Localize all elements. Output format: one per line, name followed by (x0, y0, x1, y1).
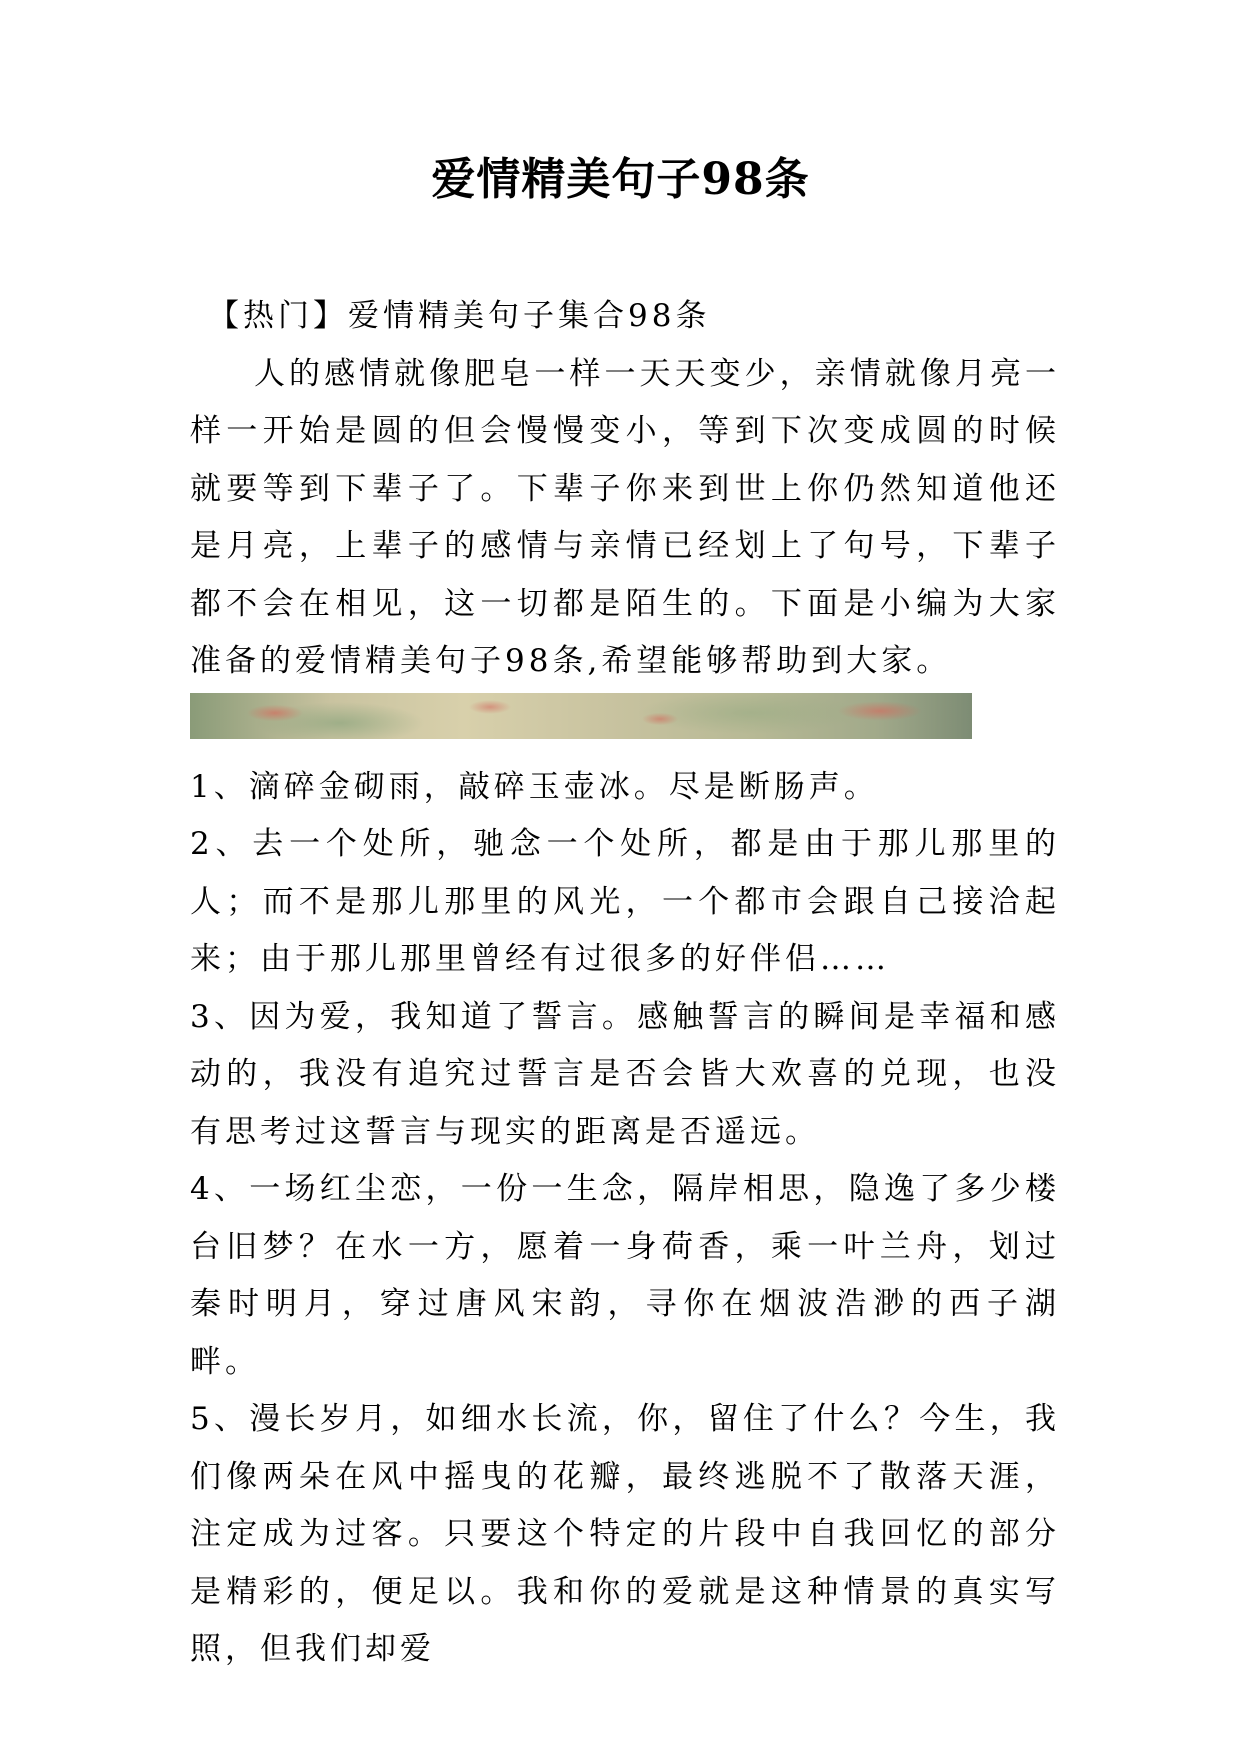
list-item: 4、一场红尘恋，一份一生念，隔岸相思，隐逸了多少楼台旧梦？在水一方，愿着一身荷香，乘一叶兰舟，划过秦时明月，穿过唐风宋韵，寻你在烟波浩渺的西子湖畔。 (190, 1171, 1060, 1380)
list-item: 5、漫长岁月，如细水长流，你，留住了什么？今生，我们像两朵在风中摇曳的花瓣，最终逃脱不了散落天涯，注定成为过客。只要这个特定的片段中自我回忆的部分是精彩的，便足以。我和你的爱就是这种情景的真实写照，但我们却爱 (190, 1401, 1060, 1667)
list-item: 2、去一个处所，驰念一个处所，都是由于那儿那里的人；而不是那儿那里的风光，一个都市会跟自己接洽起来；由于那儿那里曾经有过很多的好伴侣…… (190, 826, 1060, 977)
document-title: 爱情精美句子98条 (431, 154, 810, 205)
document-subtitle: 【热门】爱情精美句子集合98条 (208, 298, 711, 334)
list-item: 1、滴碎金砌雨，敲碎玉壶冰。尽是断肠声。 (190, 768, 879, 805)
intro-paragraph: 人的感情就像肥皂一样一天天变少，亲情就像月亮一样一开始是圆的但会慢慢变小，等到下次变成圆的时候就要等到下辈子了。下辈子你来到世上你仍然知道他还是月亮，上辈子的感情与亲情已经划上了句号，下辈子都不会在相见，这一切都是陌生的。下面是小编为大家准备的爱情精美句子98条,希望能够帮助到大家。 (190, 355, 1060, 679)
decorative-banner-image (190, 693, 972, 739)
list-item: 3、因为爱，我知道了誓言。感触誓言的瞬间是幸福和感动的，我没有追究过誓言是否会皆大欢喜的兑现，也没有思考过这誓言与现实的距离是否遥远。 (190, 998, 1060, 1150)
document-body (190, 288, 1060, 1679)
